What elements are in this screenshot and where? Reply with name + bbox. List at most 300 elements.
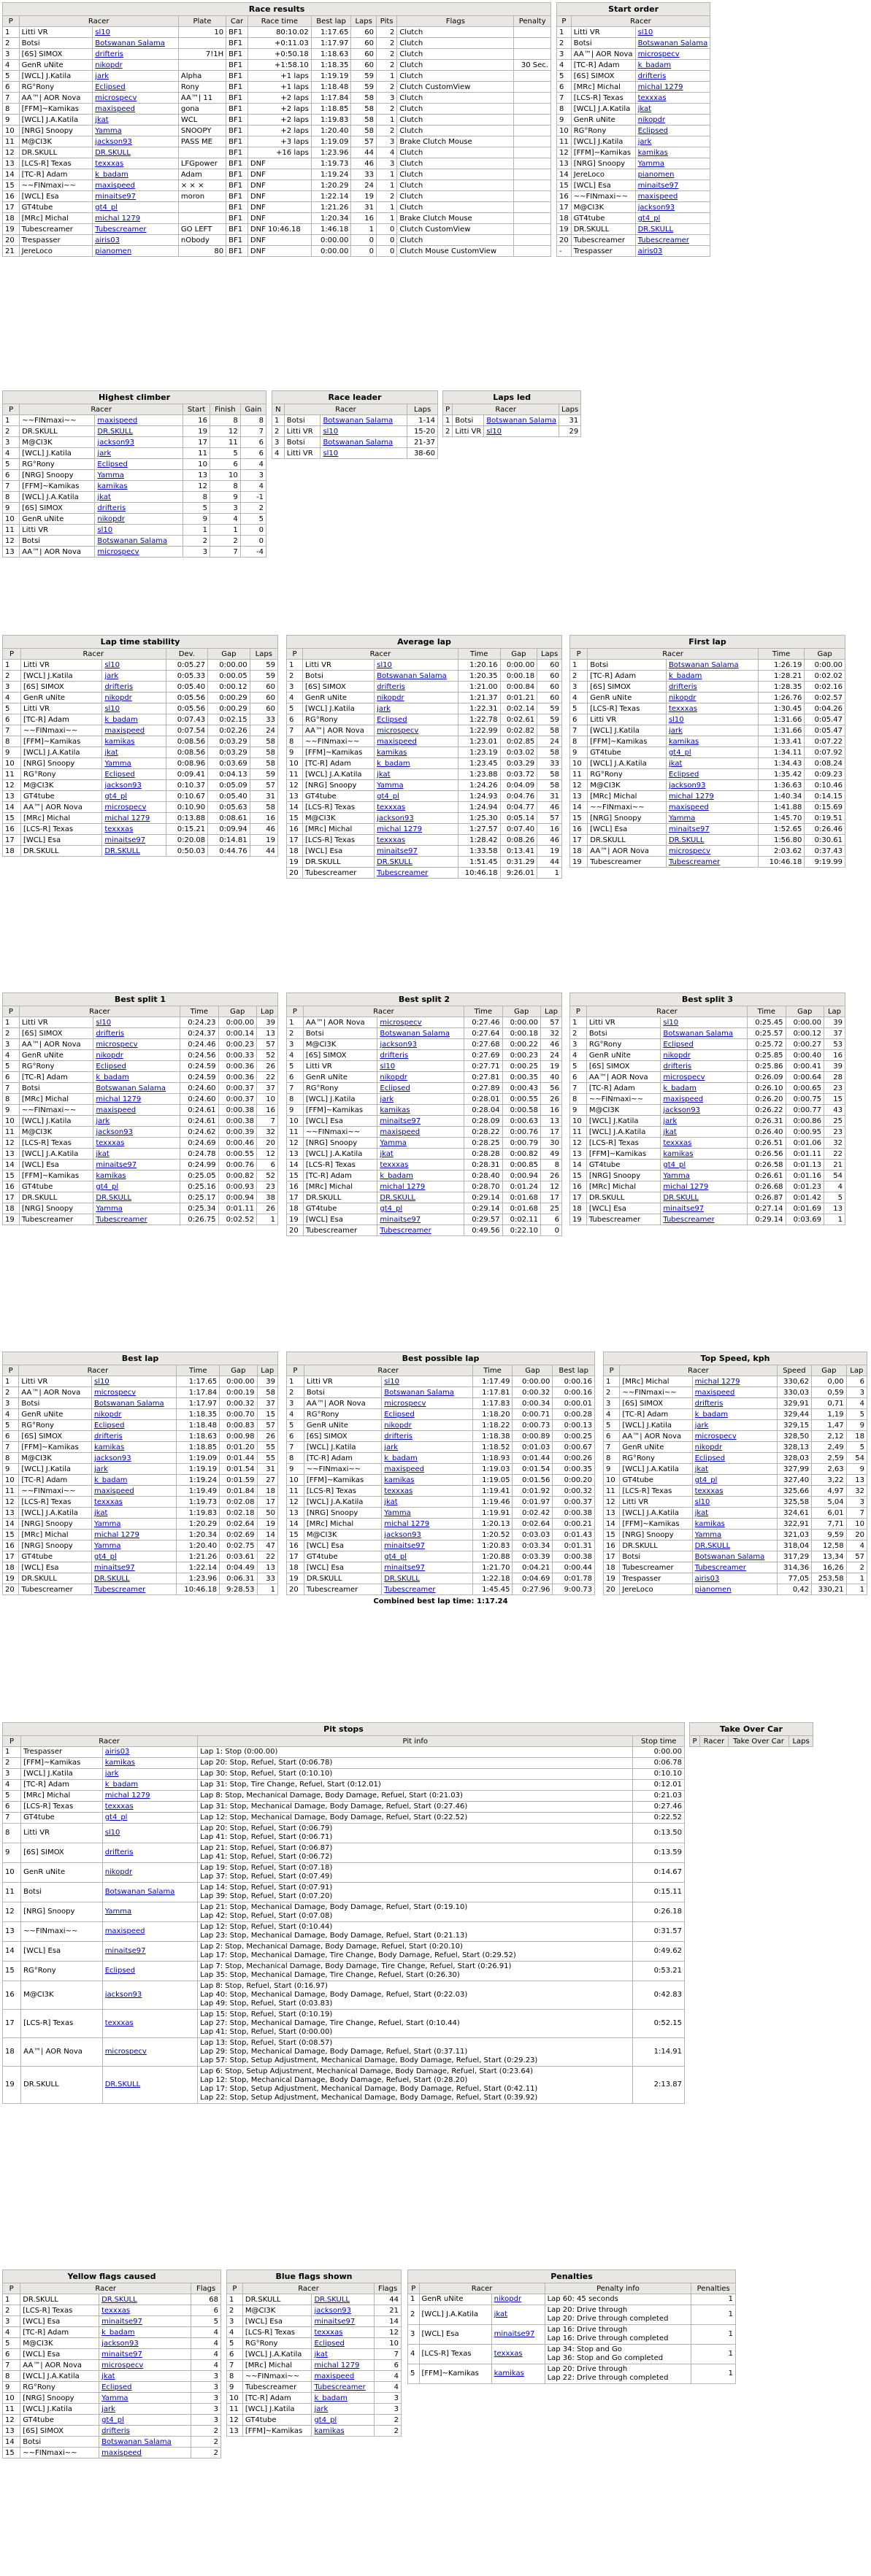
player-link[interactable]: Yamma <box>694 1530 722 1539</box>
player-link[interactable]: gt4_pl <box>96 1182 119 1191</box>
player-link[interactable]: minaitse97 <box>96 1160 137 1169</box>
player-link[interactable]: maxispeed <box>668 803 709 811</box>
player-link[interactable]: drifteris <box>384 1432 413 1441</box>
player-link[interactable]: pianomen <box>95 247 132 255</box>
player-link[interactable]: michal 1279 <box>694 1377 740 1386</box>
player-link[interactable]: minaitse97 <box>384 1541 426 1550</box>
player-link[interactable]: maxispeed <box>104 1927 145 1935</box>
player-link[interactable]: nikopdr <box>97 514 125 523</box>
player-link[interactable]: Tubescreamer <box>93 1585 146 1594</box>
player-link[interactable]: kamikas <box>637 148 668 157</box>
player-link[interactable]: nikopdr <box>380 1073 407 1081</box>
player-link[interactable]: jackson93 <box>637 203 675 212</box>
player-link[interactable]: texxxas <box>494 2350 523 2358</box>
player-link[interactable]: Eclipsed <box>668 770 699 779</box>
player-link[interactable]: Yamma <box>93 1541 121 1550</box>
player-link[interactable]: Eclipsed <box>93 1421 125 1430</box>
player-link[interactable]: Tubescreamer <box>663 1215 715 1224</box>
player-link[interactable]: Tubescreamer <box>314 2383 366 2391</box>
racer-name: [MRc] Michal <box>19 213 93 224</box>
player-link[interactable]: k_badam <box>377 759 410 768</box>
player-link[interactable]: jkat <box>95 115 109 124</box>
player-link[interactable]: minaitse97 <box>637 181 679 190</box>
player-link[interactable]: Botswanan Salama <box>95 39 165 47</box>
player-link[interactable]: Eclipsed <box>377 715 407 724</box>
player-link[interactable]: Tubescreamer <box>384 1585 436 1594</box>
player-link[interactable]: Eclipsed <box>694 1454 726 1462</box>
player-link[interactable]: Tubescreamer <box>637 236 689 244</box>
player-link[interactable]: k_badam <box>104 1781 139 1789</box>
player-link[interactable]: jark <box>384 1443 399 1451</box>
player-link[interactable]: airis03 <box>694 1574 720 1583</box>
player-link[interactable]: DR.SKULL <box>377 857 413 866</box>
player-link[interactable]: maxispeed <box>104 726 145 735</box>
player-link[interactable]: sl10 <box>104 660 120 669</box>
player-link[interactable]: Yamma <box>101 2394 128 2402</box>
player-link[interactable]: gt4_pl <box>663 1160 686 1169</box>
player-link[interactable]: microspecv <box>97 547 139 556</box>
player-link[interactable]: jackson93 <box>97 438 135 447</box>
player-link[interactable]: k_badam <box>384 1454 418 1462</box>
player-link[interactable]: drifteris <box>104 1848 134 1856</box>
player-link[interactable]: nikopdr <box>104 1868 133 1876</box>
player-link[interactable]: microspecv <box>668 847 711 855</box>
player-link[interactable]: sl10 <box>663 1018 679 1027</box>
player-link[interactable]: drifteris <box>104 682 134 691</box>
player-link[interactable]: DR.SKULL <box>104 847 140 855</box>
player-link[interactable]: k_badam <box>104 715 138 724</box>
table-row <box>287 1387 595 1398</box>
player-link[interactable]: texxxas <box>93 1497 123 1506</box>
player-link[interactable]: drifteris <box>101 2426 130 2435</box>
player-link[interactable]: Tubescreamer <box>694 1563 746 1572</box>
player-link[interactable]: Eclipsed <box>97 460 128 468</box>
player-link[interactable]: Yamma <box>93 1519 121 1528</box>
cell: 1:20.40 <box>311 126 351 136</box>
player-link[interactable]: jackson93 <box>104 1991 142 1999</box>
player-link[interactable]: jkat <box>93 1508 108 1517</box>
player-link[interactable]: Botswanan Salama <box>486 416 556 425</box>
player-link[interactable]: DR.SKULL <box>104 2081 141 2089</box>
player-link[interactable]: sl10 <box>93 1377 110 1386</box>
player-link[interactable]: sl10 <box>486 427 502 436</box>
player-link[interactable]: k_badam <box>95 170 128 179</box>
player-link[interactable]: michal 1279 <box>384 1519 430 1528</box>
player-link[interactable]: Tubescreamer <box>95 225 147 234</box>
player-link[interactable]: texxxas <box>101 2306 131 2315</box>
cell: 57 <box>250 780 277 791</box>
player-link[interactable]: jackson93 <box>377 814 414 822</box>
player-link[interactable]: microspecv <box>104 803 147 811</box>
player-link[interactable]: drifteris <box>377 682 405 691</box>
player-link[interactable]: jark <box>95 72 110 80</box>
player-link[interactable]: kamikas <box>96 1171 126 1180</box>
player-link[interactable]: jkat <box>97 493 111 501</box>
player-link[interactable]: DR.SKULL <box>384 1574 420 1583</box>
player-link[interactable]: kamikas <box>93 1443 125 1451</box>
player-link[interactable]: jkat <box>380 1149 394 1158</box>
player-link[interactable]: jackson93 <box>104 781 142 790</box>
player-link[interactable]: maxispeed <box>637 192 678 201</box>
player-link[interactable]: nikopdr <box>93 1410 122 1419</box>
player-link[interactable]: Yamma <box>97 471 124 479</box>
player-link[interactable]: jkat <box>694 1508 709 1517</box>
player-link[interactable]: drifteris <box>663 1062 692 1071</box>
player-link[interactable]: jkat <box>314 2350 328 2359</box>
player-link[interactable]: Yamma <box>668 814 696 822</box>
player-link[interactable]: Botswanan Salama <box>694 1552 765 1561</box>
player-link[interactable]: jackson93 <box>668 781 706 790</box>
player-link[interactable]: gt4_pl <box>95 203 118 212</box>
player-link[interactable]: Botswanan Salama <box>637 39 708 47</box>
column-header: Laps <box>537 649 562 660</box>
player-link[interactable]: drifteris <box>694 1399 724 1408</box>
player-link[interactable]: michal 1279 <box>663 1182 709 1191</box>
player-link[interactable]: texxxas <box>663 1138 692 1147</box>
player-link[interactable]: jackson93 <box>93 1454 131 1462</box>
player-link[interactable]: michal 1279 <box>104 814 150 822</box>
player-link[interactable]: Eclipsed <box>663 1040 694 1049</box>
player-link[interactable]: jackson93 <box>384 1530 421 1539</box>
player-link[interactable]: microspecv <box>104 2048 147 2056</box>
player-link[interactable]: drifteris <box>668 682 697 691</box>
player-link[interactable]: texxxas <box>380 1160 409 1169</box>
player-link[interactable]: gt4_pl <box>104 1813 128 1821</box>
player-link[interactable]: michal 1279 <box>96 1095 142 1103</box>
player-link[interactable]: michal 1279 <box>380 1182 426 1191</box>
player-link[interactable]: Eclipsed <box>95 82 126 91</box>
player-link[interactable]: sl10 <box>384 1377 399 1386</box>
player-link[interactable]: nikopdr <box>95 61 123 69</box>
player-link[interactable]: jkat <box>494 2310 508 2318</box>
player-link[interactable]: gt4_pl <box>314 2415 337 2424</box>
player-link[interactable]: Botswanan Salama <box>96 1084 166 1092</box>
player-link[interactable]: Tubescreamer <box>668 857 721 866</box>
player-link[interactable]: sl10 <box>97 525 113 534</box>
player-link[interactable]: Tubescreamer <box>377 868 429 877</box>
player-link[interactable]: kamikas <box>694 1519 725 1528</box>
player-link[interactable]: sl10 <box>380 1062 396 1071</box>
player-link[interactable]: jackson93 <box>314 2306 352 2315</box>
player-link[interactable]: Botswanan Salama <box>668 660 739 669</box>
player-link[interactable]: gt4_pl <box>637 214 661 223</box>
player-link[interactable]: minaitse97 <box>384 1563 426 1572</box>
player-link[interactable]: Botswanan Salama <box>97 536 168 545</box>
player-link[interactable]: Botswanan Salama <box>384 1388 454 1397</box>
player-link[interactable]: pianomen <box>637 170 675 179</box>
player-link[interactable]: nikopdr <box>694 1443 723 1451</box>
player-link[interactable]: Yamma <box>377 781 404 790</box>
player-link[interactable]: minaitse97 <box>380 1215 421 1224</box>
player-link[interactable]: gt4_pl <box>384 1552 407 1561</box>
player-link[interactable]: texxxas <box>637 93 667 102</box>
cell <box>514 224 551 235</box>
cell: 6 <box>191 2305 221 2316</box>
player-link[interactable]: Eclipsed <box>384 1410 415 1419</box>
player-link[interactable]: jkat <box>384 1497 398 1506</box>
player-link[interactable]: Botswanan Salama <box>377 671 447 680</box>
player-link[interactable]: jark <box>101 2405 115 2413</box>
player-link[interactable]: maxispeed <box>93 1486 134 1495</box>
player-link[interactable]: minaitse97 <box>104 836 146 844</box>
player-link[interactable]: texxxas <box>668 704 697 713</box>
player-link[interactable]: jkat <box>637 104 652 113</box>
player-link[interactable]: kamikas <box>104 737 135 746</box>
player-link[interactable]: nikopdr <box>668 693 697 702</box>
player-link[interactable]: jark <box>668 726 683 735</box>
player-link[interactable]: Yamma <box>384 1508 411 1517</box>
player-link[interactable]: minaitse97 <box>314 2317 356 2326</box>
player-link[interactable]: maxispeed <box>101 2448 142 2457</box>
player-link[interactable]: texxxas <box>377 836 406 844</box>
player-link[interactable]: nikopdr <box>663 1051 691 1060</box>
player-link[interactable]: jkat <box>663 1127 677 1136</box>
player-link[interactable]: maxispeed <box>377 737 417 746</box>
player-link[interactable]: DR.SKULL <box>95 148 131 157</box>
player-link[interactable]: kamikas <box>104 1759 135 1767</box>
player-link[interactable]: nikopdr <box>96 1051 123 1060</box>
player-link[interactable]: jark <box>93 1465 108 1473</box>
player-link[interactable]: jkat <box>104 748 118 757</box>
player-link[interactable]: maxispeed <box>97 416 138 425</box>
player-link[interactable]: minaitse97 <box>104 1947 146 1955</box>
player-link[interactable]: gt4_pl <box>93 1552 117 1561</box>
player-link[interactable]: drifteris <box>95 50 123 58</box>
player-link[interactable]: kamikas <box>663 1149 694 1158</box>
player-link[interactable]: texxxas <box>377 803 406 811</box>
player-link[interactable]: kamikas <box>377 748 407 757</box>
player-link[interactable]: drifteris <box>96 1029 125 1038</box>
player-link[interactable]: jark <box>637 137 652 146</box>
player-link[interactable]: jackson93 <box>95 137 132 146</box>
player-link[interactable]: microspecv <box>384 1399 426 1408</box>
column-header: Time <box>177 1365 220 1376</box>
player-link[interactable]: Botswanan Salama <box>104 1888 175 1896</box>
player-link[interactable]: sl10 <box>96 1018 112 1027</box>
player-link[interactable]: drifteris <box>380 1051 409 1060</box>
player-link[interactable]: texxxas <box>104 1802 134 1810</box>
player-link[interactable]: michal 1279 <box>637 82 683 91</box>
player-link[interactable]: microspecv <box>380 1018 422 1027</box>
player-link[interactable]: DR.SKULL <box>637 225 674 234</box>
player-link[interactable]: texxxas <box>104 825 134 833</box>
player-link[interactable]: k_badam <box>663 1084 697 1092</box>
player-link[interactable]: jkat <box>377 770 391 779</box>
player-link[interactable]: kamikas <box>668 737 699 746</box>
player-link[interactable]: Eclipsed <box>101 2383 132 2391</box>
player-link[interactable]: minaitse97 <box>93 1563 135 1572</box>
player-link[interactable]: microspecv <box>377 726 419 735</box>
player-link[interactable]: sl10 <box>323 427 339 436</box>
player-link[interactable]: DR.SKULL <box>380 1193 415 1202</box>
player-link[interactable]: michal 1279 <box>104 1792 150 1800</box>
player-link[interactable]: Yamma <box>96 1204 123 1213</box>
player-link[interactable]: Botswanan Salama <box>323 438 394 447</box>
player-link[interactable]: texxxas <box>694 1486 724 1495</box>
player-link[interactable]: kamikas <box>494 2369 524 2378</box>
player-link[interactable]: nikopdr <box>637 115 666 124</box>
player-link[interactable]: minaitse97 <box>663 1204 705 1213</box>
player-link[interactable]: jkat <box>96 1149 110 1158</box>
player-link[interactable]: sl10 <box>323 449 339 458</box>
player-link[interactable]: maxispeed <box>96 1106 137 1114</box>
player-link[interactable]: sl10 <box>694 1497 710 1506</box>
player-link[interactable]: Botswanan Salama <box>323 416 394 425</box>
player-link[interactable]: microspecv <box>694 1432 737 1441</box>
player-link[interactable]: gt4_pl <box>101 2415 124 2424</box>
player-link[interactable]: gt4_pl <box>377 792 399 801</box>
player-link[interactable]: DR.SKULL <box>97 427 133 436</box>
player-link[interactable]: microspecv <box>101 2361 144 2369</box>
player-link[interactable]: microspecv <box>93 1388 137 1397</box>
player-link[interactable]: maxispeed <box>384 1465 425 1473</box>
player-link[interactable]: k_badam <box>668 671 702 680</box>
player-link[interactable]: sl10 <box>668 715 684 724</box>
player-link[interactable]: microspecv <box>663 1073 705 1081</box>
player-link[interactable]: maxispeed <box>694 1388 735 1397</box>
player-link[interactable]: Yamma <box>663 1171 690 1180</box>
player-link[interactable]: michal 1279 <box>377 825 422 833</box>
player-link[interactable]: kamikas <box>97 482 128 490</box>
player-link[interactable]: pianomen <box>694 1585 732 1594</box>
player-link[interactable]: Eclipsed <box>104 1967 136 1975</box>
player-link[interactable]: texxxas <box>104 2019 134 2027</box>
player-link[interactable]: Yamma <box>104 759 131 768</box>
player-link[interactable]: maxispeed <box>95 181 136 190</box>
player-link[interactable]: minaitse97 <box>101 2317 142 2326</box>
player-link[interactable]: k_badam <box>314 2394 348 2402</box>
cell: 23 <box>257 1181 278 1192</box>
player-link[interactable]: minaitse97 <box>494 2330 535 2338</box>
player-link[interactable]: texxxas <box>95 159 124 168</box>
player-link[interactable]: Tubescreamer <box>380 1226 431 1235</box>
player-link[interactable]: Botswanan Salama <box>93 1399 164 1408</box>
player-link[interactable]: texxxas <box>384 1486 413 1495</box>
player-link[interactable]: DR.SKULL <box>314 2295 350 2304</box>
player-link[interactable]: sl10 <box>95 28 110 36</box>
player-link[interactable]: Eclipsed <box>96 1062 126 1071</box>
player-link[interactable]: jark <box>104 671 119 680</box>
player-link[interactable]: drifteris <box>93 1432 123 1441</box>
player-link[interactable]: minaitse97 <box>95 192 137 201</box>
player-link[interactable]: minaitse97 <box>101 2350 142 2359</box>
player-link[interactable]: k_badam <box>93 1476 128 1484</box>
player-link[interactable]: nikopdr <box>377 693 404 702</box>
player-link[interactable]: gt4_pl <box>380 1204 403 1213</box>
player-link[interactable]: texxxas <box>314 2328 343 2337</box>
player-link[interactable]: Eclipsed <box>314 2339 345 2348</box>
table-title-row <box>287 636 562 649</box>
player-link[interactable]: maxispeed <box>380 1127 421 1136</box>
player-link[interactable]: Tubescreamer <box>96 1215 147 1224</box>
player-link[interactable]: jark <box>314 2405 329 2413</box>
player-link[interactable]: jark <box>104 1770 119 1778</box>
player-link[interactable]: drifteris <box>637 72 667 80</box>
player-link[interactable]: Yamma <box>380 1138 407 1147</box>
player-link[interactable]: minaitse97 <box>668 825 710 833</box>
player-link[interactable]: jackson93 <box>101 2339 139 2348</box>
player-link[interactable]: jkat <box>101 2372 115 2380</box>
player-link[interactable]: DR.SKULL <box>96 1193 131 1202</box>
player-link[interactable]: microspecv <box>637 50 680 58</box>
player-link[interactable]: sl10 <box>637 28 653 36</box>
player-link[interactable]: michal 1279 <box>93 1530 139 1539</box>
player-link[interactable]: jkat <box>668 759 683 768</box>
player-link[interactable]: DR.SKULL <box>663 1193 699 1202</box>
player-link[interactable]: gt4_pl <box>694 1476 718 1484</box>
player-link[interactable]: DR.SKULL <box>694 1541 731 1550</box>
player-link[interactable]: michal 1279 <box>314 2361 360 2369</box>
info-line: Lap 39: Stop, Refuel, Start (0:07.20) <box>200 1892 333 1900</box>
player-link[interactable]: Eclipsed <box>380 1084 410 1092</box>
player-link[interactable]: DR.SKULL <box>93 1574 130 1583</box>
player-link[interactable]: airis03 <box>104 1748 130 1756</box>
player-link[interactable]: k_badam <box>101 2328 135 2337</box>
player-link[interactable]: Botswanan Salama <box>380 1029 450 1038</box>
player-link[interactable]: airis03 <box>637 247 663 255</box>
player-link[interactable]: jark <box>694 1421 709 1430</box>
player-link[interactable]: jark <box>377 704 391 713</box>
player-link[interactable]: jackson93 <box>663 1106 700 1114</box>
player-link[interactable]: kamikas <box>380 1106 410 1114</box>
player-link[interactable]: Eclipsed <box>637 126 668 135</box>
player-link[interactable]: jark <box>97 449 112 458</box>
player-link[interactable]: Yamma <box>637 159 665 168</box>
player-link[interactable]: sl10 <box>377 660 392 669</box>
player-link[interactable]: k_badam <box>637 61 672 69</box>
player-link[interactable]: Botswanan Salama <box>663 1029 734 1038</box>
player-link[interactable]: k_badam <box>380 1171 413 1180</box>
player-link[interactable]: michal 1279 <box>95 214 141 223</box>
player-link[interactable]: drifteris <box>97 504 126 512</box>
player-link[interactable]: michal 1279 <box>668 792 714 801</box>
player-link[interactable]: DR.SKULL <box>101 2295 137 2304</box>
player-link[interactable]: Yamma <box>95 126 122 135</box>
player-link[interactable]: maxispeed <box>663 1095 704 1103</box>
player-link[interactable]: microspecv <box>95 93 137 102</box>
player-link[interactable]: k_badam <box>694 1410 729 1419</box>
player-link[interactable]: jkat <box>694 1465 709 1473</box>
player-link[interactable]: maxispeed <box>314 2372 355 2380</box>
player-link[interactable]: jackson93 <box>380 1040 417 1049</box>
player-link[interactable]: minaitse97 <box>377 847 418 855</box>
player-link[interactable]: jark <box>380 1095 394 1103</box>
player-link[interactable]: maxispeed <box>95 104 136 113</box>
player-link[interactable]: kamikas <box>314 2426 345 2435</box>
player-link[interactable]: jark <box>96 1117 110 1125</box>
player-link[interactable]: Eclipsed <box>104 770 135 779</box>
player-link[interactable]: Yamma <box>104 1908 132 1916</box>
player-link[interactable]: gt4_pl <box>668 748 691 757</box>
player-link[interactable]: minaitse97 <box>380 1117 421 1125</box>
player-link[interactable]: DR.SKULL <box>668 836 705 844</box>
player-link[interactable]: Botswanan Salama <box>101 2437 172 2446</box>
player-link[interactable]: jark <box>663 1117 678 1125</box>
player-link[interactable]: kamikas <box>384 1476 415 1484</box>
player-link[interactable]: nikopdr <box>384 1421 412 1430</box>
player-link[interactable]: sl10 <box>104 1829 120 1837</box>
player-link[interactable]: jackson93 <box>96 1127 133 1136</box>
player-link[interactable]: microspecv <box>96 1040 138 1049</box>
player-link[interactable]: texxxas <box>96 1138 125 1147</box>
player-link[interactable]: sl10 <box>104 704 120 713</box>
player-link[interactable]: airis03 <box>95 236 120 244</box>
player-link[interactable]: gt4_pl <box>104 792 128 801</box>
player-link[interactable]: nikopdr <box>494 2295 522 2303</box>
player-link[interactable]: nikopdr <box>104 693 132 702</box>
cell: 0:49.62 <box>633 1942 685 1962</box>
player-link[interactable]: k_badam <box>96 1073 129 1081</box>
